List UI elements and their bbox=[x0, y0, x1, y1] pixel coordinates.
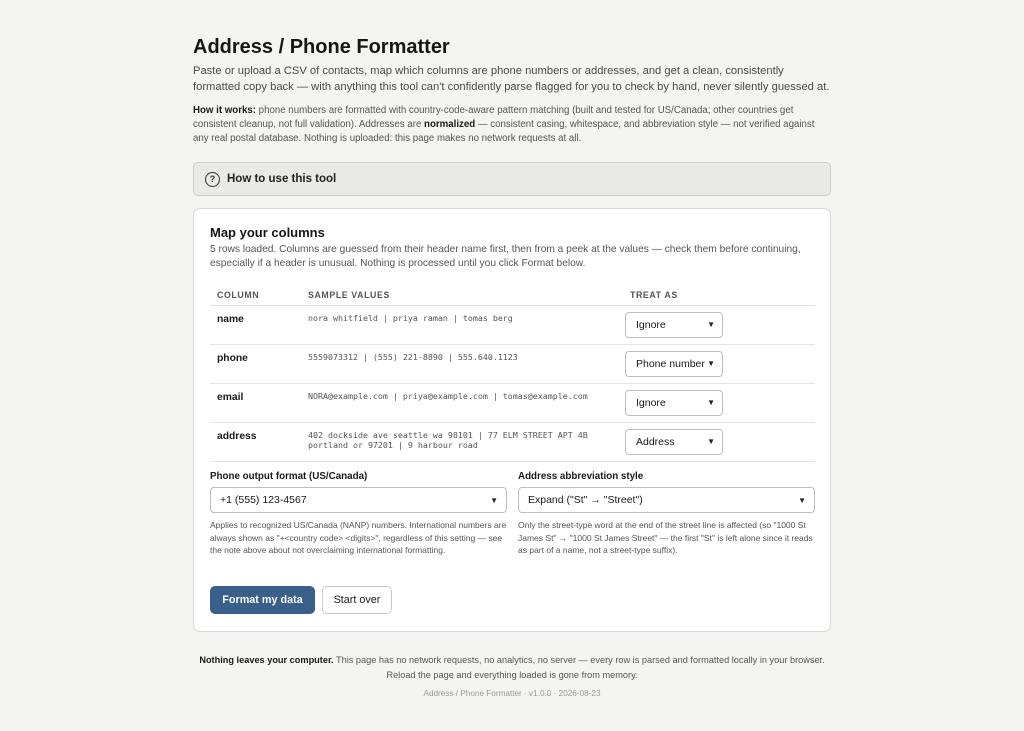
how-it-works-label: How it works: bbox=[193, 105, 256, 116]
column-name: email bbox=[210, 383, 301, 422]
treat-cell bbox=[623, 305, 815, 344]
sample-values-header: SAMPLE VALUES bbox=[301, 285, 623, 305]
sample-values bbox=[301, 422, 623, 461]
column-mapping-table bbox=[210, 285, 815, 462]
sample-line: portland or 97201 | 9 harbour road bbox=[308, 440, 478, 450]
phone-format-label: Phone output format (US/Canada) bbox=[210, 471, 368, 482]
treat-as-select-phone[interactable] bbox=[625, 351, 723, 377]
question-circle-icon: ? bbox=[205, 172, 220, 187]
phone-format-select[interactable] bbox=[210, 487, 507, 513]
chevron-down-icon: ▼ bbox=[490, 495, 498, 505]
column-name: address bbox=[210, 422, 301, 461]
address-style-help: Only the street-type word at the end of the street line is affected (so "1000 St James St" → "1000 St James Street" — the first "St" is left alone since it reads as part of a name, not a street-type suffix). bbox=[518, 520, 813, 556]
column-header: COLUMN bbox=[210, 285, 301, 305]
map-columns-title: Map your columns bbox=[210, 225, 325, 240]
select-value: Phone number bbox=[636, 357, 705, 370]
treat-cell bbox=[623, 383, 815, 422]
address-style-label: Address abbreviation style bbox=[518, 471, 644, 482]
how-to-use-toggle[interactable] bbox=[193, 162, 831, 196]
column-name: name bbox=[210, 305, 301, 344]
treat-cell bbox=[623, 422, 815, 461]
select-value: Address bbox=[636, 435, 675, 448]
how-it-works-part-1: phone numbers are formatted with country-code-aware pattern matching (built and tested for US/Canada; other countries get consistent cleanup, not full validation). Addresses are bbox=[193, 105, 794, 130]
start-over-button[interactable]: Start over bbox=[322, 586, 392, 614]
privacy-footer bbox=[193, 653, 831, 682]
select-value: Expand ("St" → "Street") bbox=[528, 494, 643, 506]
how-it-works-text bbox=[193, 104, 831, 146]
how-to-use-label: How to use this tool bbox=[227, 173, 337, 185]
footer-text: This page has no network requests, no analytics, no server — every row is parsed and formatted locally in your browser. Reload the page and everything loaded is gone from memory. bbox=[333, 655, 825, 680]
format-options bbox=[210, 471, 815, 557]
version-text: Address / Phone Formatter · v1.0.0 · 2026-08-23 bbox=[423, 689, 601, 698]
table-row bbox=[210, 422, 815, 461]
footer-bold: Nothing leaves your computer. bbox=[199, 655, 334, 665]
table-row bbox=[210, 344, 815, 383]
address-style-select[interactable] bbox=[518, 487, 815, 513]
table-header-row bbox=[210, 285, 815, 305]
chevron-down-icon: ▼ bbox=[707, 359, 715, 368]
chevron-down-icon: ▼ bbox=[798, 495, 806, 505]
intro-text: Paste or upload a CSV of contacts, map which columns are phone numbers or addresses, and get a clean, consistently formatted copy back — with anything this tool can't confidently parse flagged for you to check by hand, never silently guessed at. bbox=[193, 65, 830, 93]
phone-format-option bbox=[210, 471, 507, 557]
map-columns-description: 5 rows loaded. Columns are guessed from their header name first, then from a peek at the values — check them before continuing, especially if a header is unusual. Nothing is processed until you click Format below. bbox=[210, 244, 801, 269]
phone-format-help: Applies to recognized US/Canada (NANP) numbers. International numbers are always shown as "+<country code> <digits>", regardless of this setting — see the note above about not overclaiming international formatting. bbox=[210, 520, 507, 556]
chevron-down-icon: ▼ bbox=[707, 398, 715, 407]
column-name: phone bbox=[210, 344, 301, 383]
normalized-bold: normalized bbox=[424, 119, 476, 130]
sample-line: 5559073312 | (555) 221-8890 | 555.640.1123 bbox=[308, 351, 518, 362]
page-title: Address / Phone Formatter bbox=[193, 36, 450, 58]
sample-line: nora whitfield | priya raman | tomas berg bbox=[308, 312, 513, 323]
chevron-down-icon: ▼ bbox=[707, 320, 715, 329]
treat-as-select-email[interactable] bbox=[625, 390, 723, 416]
chevron-down-icon: ▼ bbox=[707, 437, 715, 446]
select-value: Ignore bbox=[636, 396, 666, 409]
table-row bbox=[210, 305, 815, 344]
sample-values bbox=[301, 344, 623, 383]
sample-values bbox=[301, 305, 623, 344]
select-value: +1 (555) 123-4567 bbox=[220, 494, 307, 506]
treat-as-header: TREAT AS bbox=[623, 285, 815, 305]
map-columns-card bbox=[193, 208, 831, 632]
treat-cell bbox=[623, 344, 815, 383]
treat-as-select-name[interactable] bbox=[625, 312, 723, 338]
treat-as-select-address[interactable] bbox=[625, 429, 723, 455]
action-buttons bbox=[210, 586, 392, 614]
sample-values bbox=[301, 383, 623, 422]
sample-line: NORA@example.com | priya@example.com | tomas@example.com bbox=[308, 390, 588, 401]
how-it-works-part-2: — consistent casing, whitespace, and abbreviation style — not verified against any real postal database. Nothing is uploaded: this page makes no network requests at all. bbox=[193, 119, 815, 144]
sample-line: 402 dockside ave seattle wa 98101 | 77 ELM STREET APT 4B bbox=[308, 429, 588, 440]
page-header bbox=[193, 34, 831, 146]
table-row bbox=[210, 383, 815, 422]
select-value: Ignore bbox=[636, 318, 666, 331]
address-style-option bbox=[518, 471, 815, 557]
format-my-data-button[interactable]: Format my data bbox=[210, 586, 315, 614]
